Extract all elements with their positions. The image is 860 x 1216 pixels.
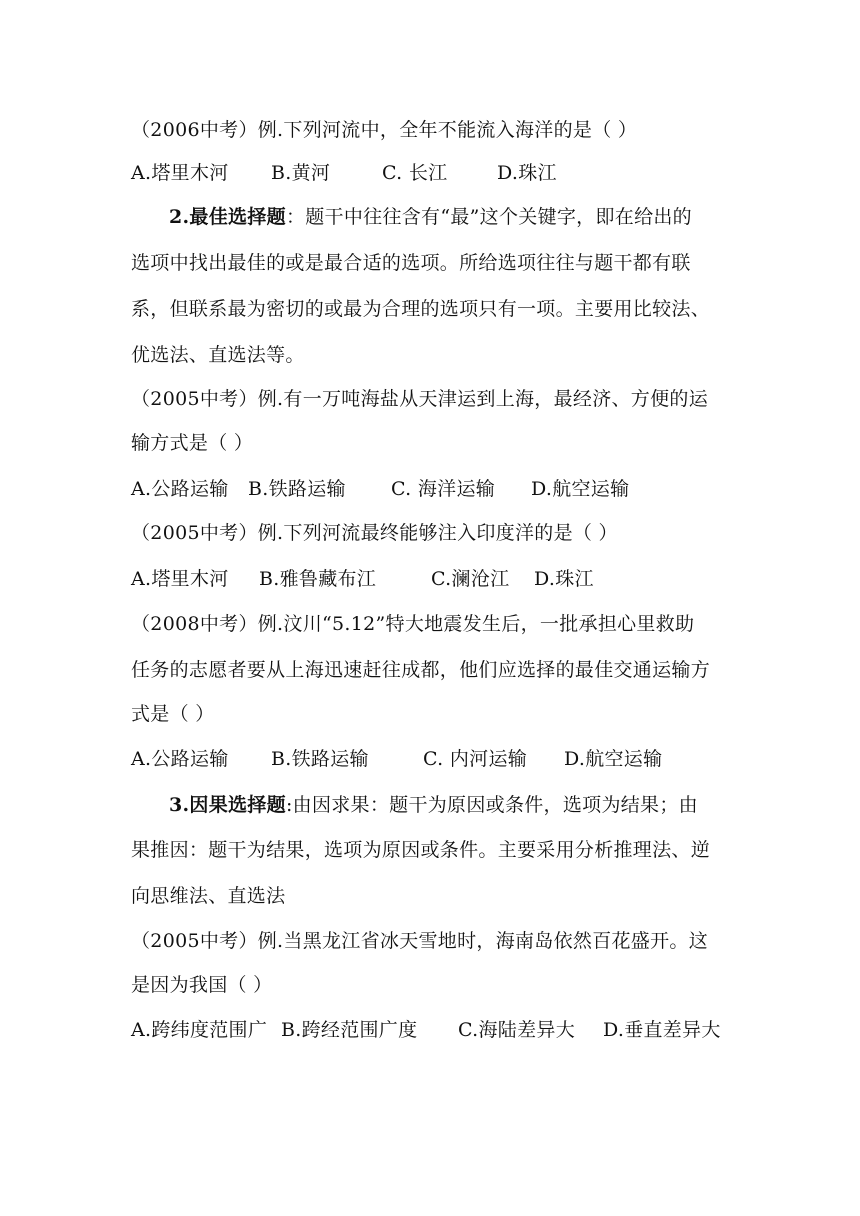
section-text: :由因求果：题干为原因或条件，选项为结果；由 (285, 794, 698, 816)
option-c: C. 内河运输 (423, 748, 528, 770)
question-2005-salt-stem (131, 386, 708, 412)
question-2008-options (131, 746, 662, 772)
option-b: B.铁路运输 (271, 748, 369, 770)
question-heilongjiang-stem-cont (131, 972, 272, 998)
option-c: C.澜沧江 (431, 568, 510, 590)
section-title: 3.因果选择题 (169, 794, 286, 816)
option-a: A.公路运输 (131, 478, 229, 500)
question-text: 任务的志愿者要从上海迅速赶往成都，他们应选择的最佳交通运输方 (131, 659, 711, 681)
option-a: A.公路运输 (131, 748, 229, 770)
option-c: C. 海洋运输 (391, 478, 496, 500)
option-a: A.塔里木河 (131, 162, 229, 184)
option-c: C.海陆差异大 (458, 1019, 576, 1041)
option-b: B.黄河 (271, 162, 331, 184)
option-d: D.航空运输 (564, 748, 663, 770)
option-c: C. 长江 (382, 162, 448, 184)
section-text: ：题干中往往含有“最”这个关键字，即在给出的 (285, 206, 692, 228)
question-2005-river-options (131, 566, 594, 592)
question-2008-stem (131, 611, 694, 637)
question-2005-salt-stem-cont (131, 430, 253, 456)
question-text: 输方式是（ ） (131, 432, 254, 454)
paragraph-text: 选项中找出最佳的或是最合适的选项。所给选项往往与题干都有联 (131, 252, 691, 274)
paragraph-line (131, 296, 710, 322)
question-text: （2005中考）例.有一万吨海盐从天津运到上海，最经济、方便的运 (131, 388, 708, 410)
option-d: D.珠江 (534, 568, 594, 590)
question-text: 是因为我国（ ） (131, 974, 273, 996)
question-text: 式是（ ） (131, 703, 215, 725)
option-a: A.跨纬度范围广 (131, 1019, 268, 1041)
option-a: A.塔里木河 (131, 568, 229, 590)
question-2005-river-stem (131, 520, 618, 546)
paragraph-line (131, 837, 710, 863)
section-heading-cause-effect (169, 792, 698, 818)
question-heilongjiang-stem (131, 928, 708, 954)
section-title: 2.最佳选择题 (169, 206, 286, 228)
question-2005-salt-options (131, 476, 629, 502)
question-text: （2005中考）例.当黑龙江省冰天雪地时，海南岛依然百花盛开。这 (131, 930, 708, 952)
question-2008-stem-cont (131, 701, 215, 727)
option-d: D.垂直差异大 (603, 1019, 721, 1041)
paragraph-line (131, 250, 691, 276)
question-2006-options (131, 160, 557, 186)
option-d: D.珠江 (497, 162, 557, 184)
section-heading-best-choice (169, 204, 692, 230)
paragraph-text: 果推因：题干为结果，选项为原因或条件。主要采用分析推理法、逆 (131, 839, 711, 861)
question-text: （2005中考）例.下列河流最终能够注入印度洋的是（ ） (131, 522, 618, 544)
question-2008-stem-cont (131, 657, 710, 683)
paragraph-text: 向思维法、直选法 (131, 885, 286, 907)
paragraph-text: 优选法、直选法等。 (131, 344, 305, 366)
option-b: B.铁路运输 (248, 478, 346, 500)
question-text: （2006中考）例.下列河流中，全年不能流入海洋的是（ ） (131, 119, 638, 141)
option-d: D.航空运输 (531, 478, 630, 500)
question-2006-stem (131, 117, 637, 143)
paragraph-line (131, 883, 285, 909)
paragraph-text: 系，但联系最为密切的或最为合理的选项只有一项。主要用比较法、 (131, 298, 711, 320)
paragraph-line (131, 342, 305, 368)
option-b: B.雅鲁藏布江 (259, 568, 377, 590)
question-heilongjiang-options (131, 1017, 721, 1043)
question-text: （2008中考）例.汶川“5.12”特大地震发生后，一批承担心里救助 (131, 613, 695, 635)
option-b: B.跨经范围广度 (281, 1019, 418, 1041)
